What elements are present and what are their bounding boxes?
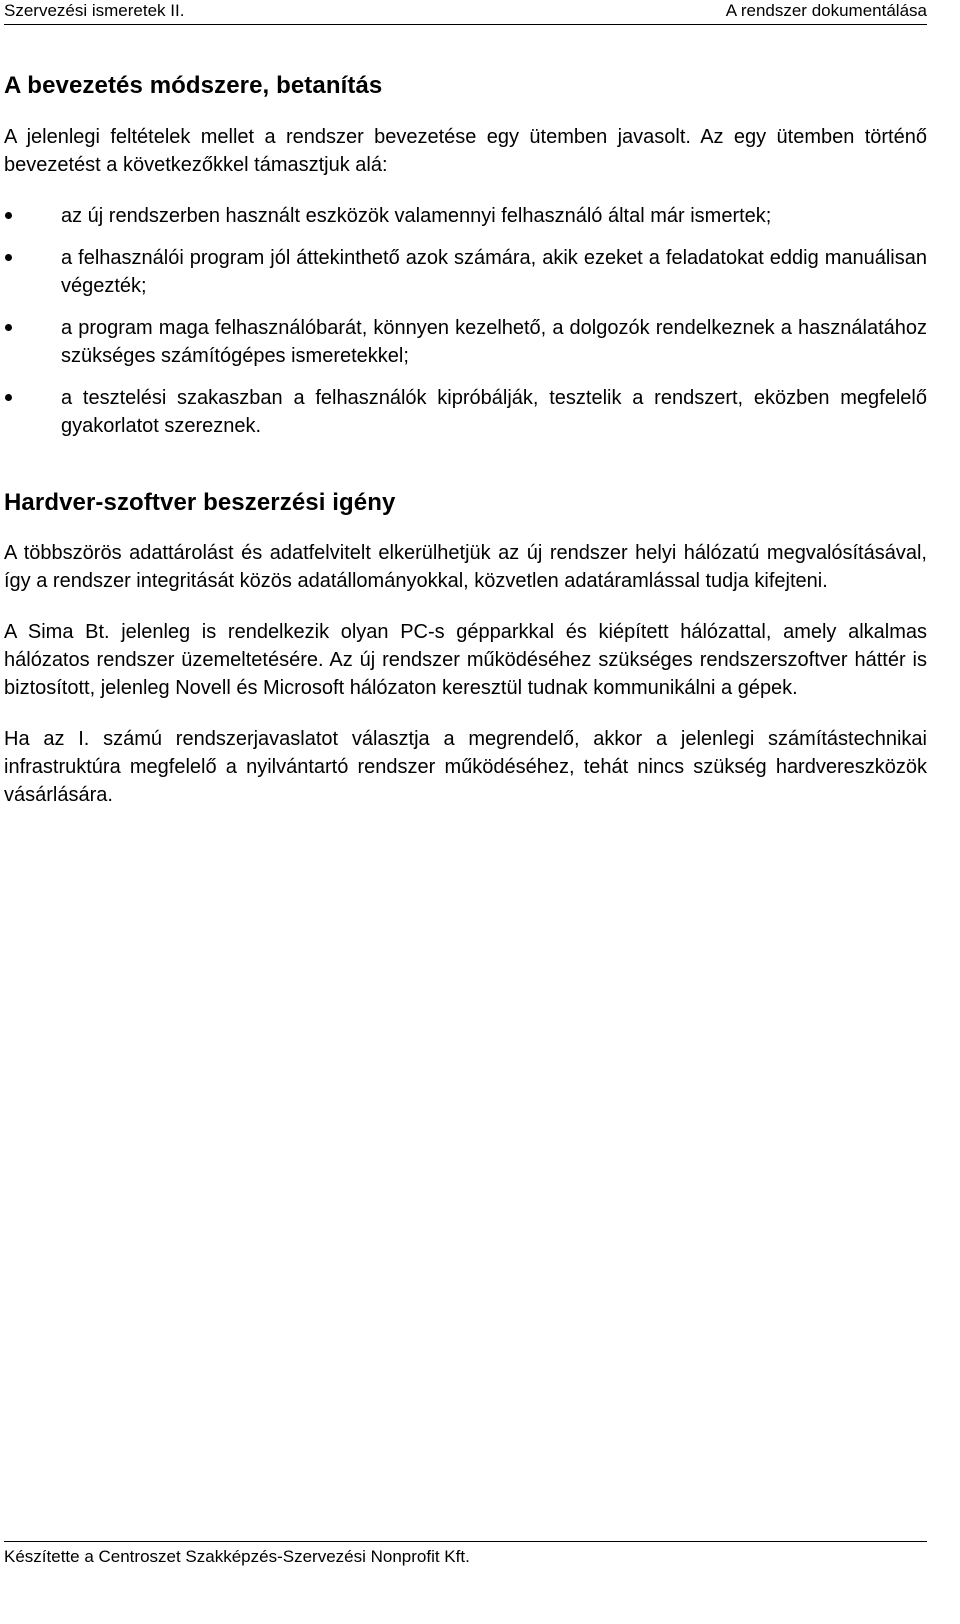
paragraph-recommendation: Ha az I. számú rendszerjavaslatot választja a megrendelő, akkor a jelenlegi számítástechnikai infrastruktúra megfelelő a nyilvántartó rendszer működéséhez, tehát nincs szükség hardvereszközök vásárlására.	[4, 728, 927, 806]
list-item	[4, 244, 927, 300]
section-heading-hardware-software: Hardver-szoftver beszerzési igény	[4, 489, 396, 516]
paragraph-current-infrastructure: A Sima Bt. jelenleg is rendelkezik olyan PC-s gépparkkal és kiépített hálózattal, amely alkalmas hálózatos rendszer üzemeltetésére. Az új rendszer működéséhez szükséges rendszerszoftver háttér is biztosított, jelenleg Novell és Microsoft hálózaton keresztül tudnak kommunikálni a gépek.	[4, 621, 927, 699]
running-header	[4, 0, 927, 24]
footer-divider	[4, 1541, 927, 1542]
paragraph-introduction: A jelenlegi feltételek mellet a rendszer bevezetése egy ütemben javasolt. Az egy ütemben történő bevezetést a következőkkel támasztjuk alá:	[4, 126, 927, 176]
list-item	[4, 202, 927, 230]
header-divider	[4, 24, 927, 25]
list-item	[4, 314, 927, 370]
list-item-text: a felhasználói program jól áttekinthető azok számára, akik ezeket a feladatokat eddig manuálisan végezték;	[61, 247, 927, 297]
list-item-text: a tesztelési szakaszban a felhasználók kipróbálják, tesztelik a rendszert, eközben megfelelő gyakorlatot szereznek.	[61, 387, 927, 437]
bullet-icon	[5, 394, 12, 401]
bullet-icon	[5, 212, 12, 219]
bullet-list	[4, 202, 927, 440]
list-item-text: az új rendszerben használt eszközök valamennyi felhasználó által már ismertek;	[61, 205, 772, 227]
list-item	[4, 384, 927, 440]
bullet-icon	[5, 324, 12, 331]
paragraph-network: A többszörös adattárolást és adatfelvitelt elkerülhetjük az új rendszer helyi hálózatú megvalósításával, így a rendszer integritását közös adatállományokkal, közvetlen adatáramlással tudja kifejteni.	[4, 542, 927, 592]
header-course-title: Szervezési ismeretek II.	[4, 1, 185, 20]
bullet-icon	[5, 254, 12, 261]
list-item-text: a program maga felhasználóbarát, könnyen kezelhető, a dolgozók rendelkeznek a használatához szükséges számítógépes ismeretekkel;	[61, 317, 927, 367]
header-chapter-title: A rendszer dokumentálása	[725, 1, 927, 20]
page-footer: Készítette a Centroszet Szakképzés-Szervezési Nonprofit Kft.	[4, 1547, 470, 1566]
document-page	[4, 0, 927, 1624]
section-heading-introduction: A bevezetés módszere, betanítás	[4, 72, 383, 99]
document-content	[4, 66, 927, 809]
